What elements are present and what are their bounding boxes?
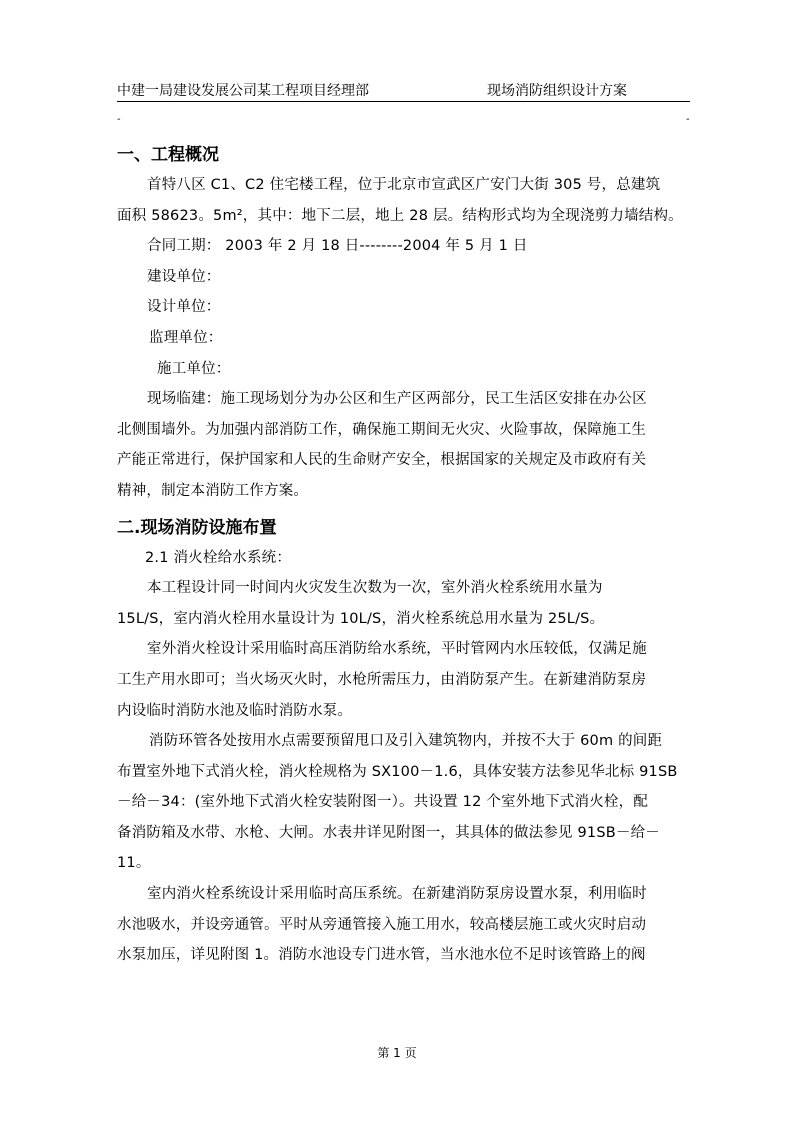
- page-header: [117, 80, 690, 102]
- design-unit: 设计单位：: [147, 299, 221, 316]
- paragraph-line: 工生产用水即可；当火场灭火时，水枪所需压力，由消防泵产生。在新建消防泵房: [117, 671, 647, 688]
- paragraph-line: 现场临建：施工现场划分为办公区和生产区两部分，民工生活区安排在办公区: [147, 391, 647, 408]
- paragraph-line: 消防环管各处按用水点需要预留甩口及引入建筑物内，并按不大于 60m 的间距: [149, 733, 663, 750]
- paragraph-line: －给－34：(室外地下式消火栓安装附图一）。共设置 12 个室外地下式消火栓，配: [117, 794, 649, 811]
- header-rule: [117, 101, 690, 102]
- paragraph-line: 室外消火栓设计采用临时高压消防给水系统，平时管网内水压较低，仅满足施: [147, 641, 647, 658]
- paragraph-line: 15L/S，室内消火栓用水量设计为 10L/S，消火栓系统总用水量为 25L/S。: [117, 610, 605, 627]
- header-company: 中建一局建设发展公司某工程项目经理部: [117, 83, 369, 99]
- paragraph-line: 精神，制定本消防工作方案。: [117, 482, 309, 499]
- construction-unit: 施工单位：: [157, 360, 231, 377]
- paragraph-line: 布置室外地下式消火栓，消火栓规格为 SX100－1.6，具体安装方法参见华北标 91SB: [117, 763, 678, 780]
- subsection-2-1-title: 2.1 消火栓给水系统：: [145, 549, 292, 566]
- paragraph-line: 首特八区 C1、C2 住宅楼工程，位于北京市宣武区广安门大街 305 号，总建筑: [147, 177, 661, 193]
- paragraph-line: 面积 58623。5m²，其中：地下二层，地上 28 层。结构形式均为全现浇剪力墙结构。: [117, 207, 683, 224]
- paragraph-line: 11。: [117, 855, 151, 872]
- section-2-heading: 二.现场消防设施布置: [117, 517, 277, 538]
- paragraph-line: 备消防箱及水带、水枪、大闸。水表井详见附图一，其具体的做法参见 91SB－给－: [117, 824, 661, 841]
- paragraph-line: 本工程设计同一时间内火灾发生次数为一次，室外消火栓系统用水量为: [147, 580, 603, 597]
- header-tick-left: -: [117, 114, 121, 125]
- paragraph-line: 产能正常进行，保护国家和人民的生命财产安全，根据国家的关规定及市政府有关: [117, 452, 647, 469]
- owner-unit: 建设单位：: [147, 268, 221, 285]
- paragraph-line: 室内消火栓系统设计采用临时高压系统。在新建消防泵房设置水泵，利用临时: [147, 886, 647, 903]
- paragraph-line: 内设临时消防水池及临时消防水泵。: [117, 702, 353, 719]
- paragraph-line: 水泵加压，详见附图 1。消防水池设专门进水管，当水池水位不足时该管路上的阀: [117, 947, 646, 964]
- paragraph-line: 北侧围墙外。为加强内部消防工作，确保施工期间无火灾、火险事故，保障施工生: [117, 421, 647, 438]
- supervision-unit: 监理单位：: [149, 329, 223, 346]
- header-tick-right: -: [686, 114, 690, 125]
- contract-period: 合同工期： 2003 年 2 月 18 日--------2004 年 5 月 1 日: [147, 238, 528, 255]
- paragraph-line: 水池吸水，并设旁通管。平时从旁通管接入施工用水，较高楼层施工或火灾时启动: [117, 916, 647, 933]
- section-1-heading: 一、工程概况: [117, 145, 219, 165]
- header-doc-title: 现场消防组织设计方案: [487, 83, 627, 99]
- document-body: [117, 140, 690, 971]
- page-number: 第 1 页: [377, 1046, 417, 1060]
